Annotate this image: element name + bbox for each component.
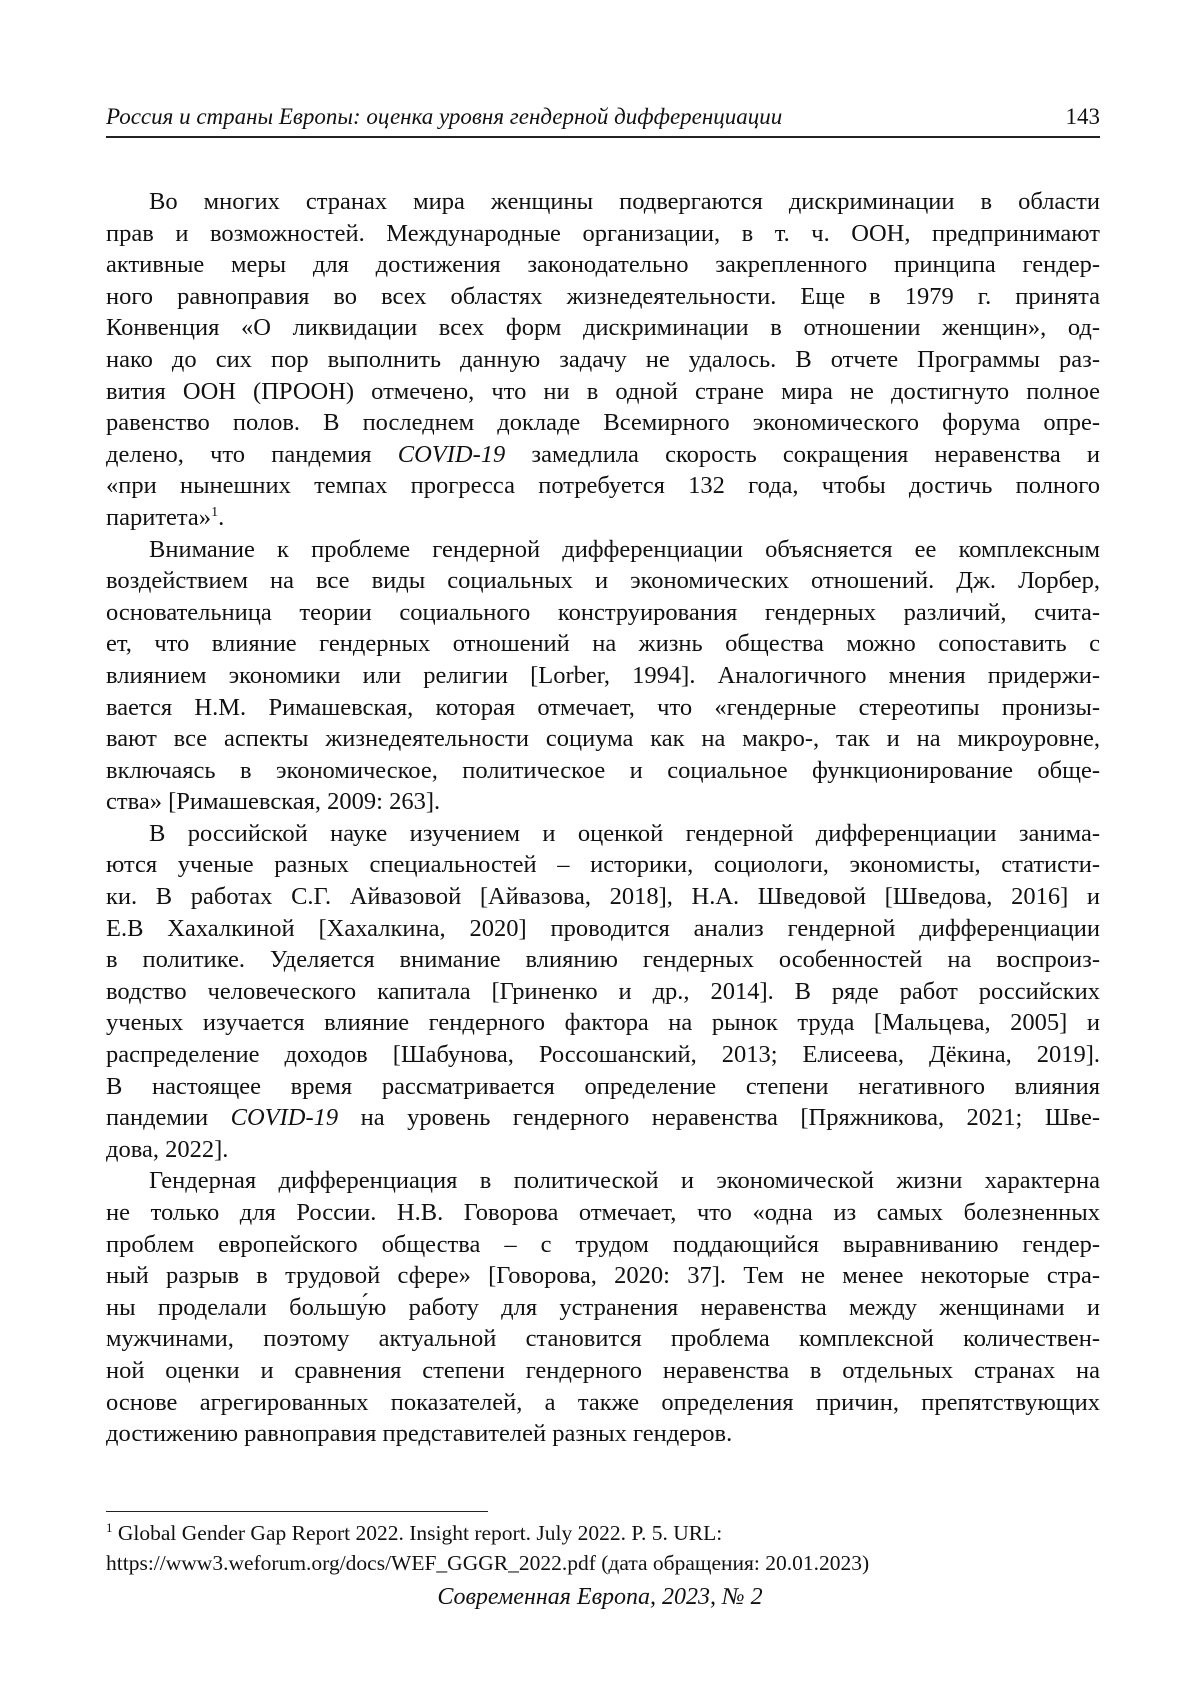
text-line: влиянием экономики или религии [Lorber, 1994]. Аналогичного мнения придержи- (106, 661, 1100, 689)
text-line: ются ученые разных специальностей – историки, социологи, экономисты, статисти- (106, 851, 1100, 879)
footnote (106, 1518, 1100, 1578)
running-header (106, 104, 1100, 138)
text-line: включаясь в экономическое, политическое и социальное функционирование обще- (106, 756, 1100, 784)
text-line: Внимание к проблеме гендерной дифференциации объясняется ее комплексным (149, 535, 1100, 563)
text-line: Гендерная дифференциация в политической и экономической жизни характерна (149, 1167, 1100, 1195)
italic-term: COVID-19 (230, 1104, 339, 1132)
text-line: Е.В Хахалкиной [Хахалкина, 2020] проводится анализ гендерной дифференциации (106, 914, 1100, 942)
text-line: водство человеческого капитала [Гриненко и др., 2014]. В ряде работ российских (106, 977, 1100, 1005)
text-line: проблем европейского общества – с трудом поддающийся выравниванию гендер- (106, 1230, 1100, 1258)
text-line-last: ства» [Римашевская, 2009: 263]. (106, 788, 441, 816)
footnote-divider (106, 1511, 488, 1512)
text-line-last (106, 502, 1100, 534)
running-title: Россия и страны Европы: оценка уровня гендерной дифференциации (106, 104, 783, 129)
text-fragment: паритета» (106, 503, 212, 531)
text-line: вается Н.М. Римашевская, которая отмечает, что «гендерные стереотипы пронизы- (106, 693, 1100, 721)
text-line-mixed (106, 1102, 1100, 1134)
text-line: Конвенция «О ликвидации всех форм дискриминации в отношении женщин», од- (106, 314, 1100, 342)
text-line-mixed (106, 439, 1100, 471)
journal-footer: Современная Европа, 2023, № 2 (437, 1584, 763, 1610)
text-line: активные меры для достижения законодательно закрепленного принципа гендер- (106, 251, 1100, 279)
page-number: 143 (1065, 104, 1100, 129)
text-fragment: замедлила скорость сокращения неравенства и (505, 440, 1101, 468)
text-line: ученых изучается влияние гендерного фактора на рынок труда [Мальцева, 2005] и (106, 1009, 1100, 1037)
text-line: ной оценки и сравнения степени гендерного неравенства в отдельных странах на (106, 1356, 1100, 1384)
text-line: ки. В работах С.Г. Айвазовой [Айвазова, 2018], Н.А. Шведовой [Шведова, 2016] и (106, 883, 1100, 911)
text-line: ный разрыв в трудовой сфере» [Говорова, 2020: 37]. Тем не менее некоторые стра- (106, 1262, 1100, 1290)
text-line: ет, что влияние гендерных отношений на жизнь общества можно сопоставить с (106, 630, 1100, 658)
footnote-line (106, 1518, 1100, 1548)
text-line: В настоящее время рассматривается определение степени негативного влияния (106, 1072, 1100, 1100)
footnote-marker: 1 (106, 1519, 113, 1535)
text-fragment: . (218, 503, 225, 531)
text-line-last: достижению равноправия представителей разных гендеров. (106, 1420, 733, 1448)
text-line-last: дова, 2022]. (106, 1135, 229, 1163)
text-line: «при нынешних темпах прогресса потребуется 132 года, чтобы достичь полного (106, 472, 1100, 500)
italic-term: COVID-19 (397, 440, 506, 468)
paragraph-2 (106, 534, 1100, 818)
text-line: не только для России. Н.В. Говорова отмечает, что «одна из самых болезненных (106, 1199, 1100, 1226)
footnote-url-line[interactable]: https://www3.weforum.org/docs/WEF_GGGR_2022.pdf (дата обращения: 20.01.2023) (106, 1551, 870, 1575)
paragraph-3 (106, 818, 1100, 1166)
text-line: вают все аспекты жизнедеятельности социума как на макро-, так и на микроуровне, (106, 725, 1100, 753)
footnote-reference[interactable]: 1 (211, 504, 219, 520)
text-line: основательница теории социального конструирования гендерных различий, счита- (106, 598, 1100, 626)
text-fragment: на уровень гендерного неравенства [Пряжникова, 2021; Шве- (338, 1104, 1100, 1132)
article-body (106, 186, 1100, 1450)
paragraph-1 (106, 186, 1100, 534)
text-line: воздействием на все виды социальных и экономических отношений. Дж. Лорбер, (106, 567, 1100, 595)
footnote-text: Global Gender Gap Report 2022. Insight report. July 2022. P. 5. URL: (112, 1521, 723, 1545)
text-fragment: делено, что пандемия (106, 440, 398, 468)
text-line: прав и возможностей. Международные организации, в т. ч. ООН, предпринимают (106, 219, 1100, 247)
text-line: основе агрегированных показателей, а также определения причин, препятствующих (106, 1388, 1100, 1416)
text-line: ны проделали большу́ю работу для устранения неравенства между женщинами и (106, 1293, 1100, 1321)
text-line: нако до сих пор выполнить данную задачу не удалось. В отчете Программы раз- (106, 345, 1100, 373)
text-line: мужчинами, поэтому актуальной становится проблема комплексной количествен- (106, 1325, 1100, 1353)
text-line: Во многих странах мира женщины подвергаются дискриминации в области (149, 188, 1100, 215)
text-line: В российской науке изучением и оценкой гендерной дифференциации занима- (149, 819, 1100, 847)
text-line: в политике. Уделяется внимание влиянию гендерных особенностей на воспроиз- (106, 946, 1100, 974)
text-line: ного равноправия во всех областях жизнедеятельности. Еще в 1979 г. принята (106, 282, 1100, 310)
text-line: распределение доходов [Шабунова, Россошанский, 2013; Елисеева, Дёкина, 2019]. (106, 1041, 1100, 1069)
text-line: вития ООН (ПРООН) отмечено, что ни в одной стране мира не достигнуто полное (106, 377, 1100, 405)
text-line: равенство полов. В последнем докладе Всемирного экономического форума опре- (106, 409, 1100, 437)
paragraph-4 (106, 1165, 1100, 1449)
text-fragment: пандемии (106, 1104, 231, 1132)
